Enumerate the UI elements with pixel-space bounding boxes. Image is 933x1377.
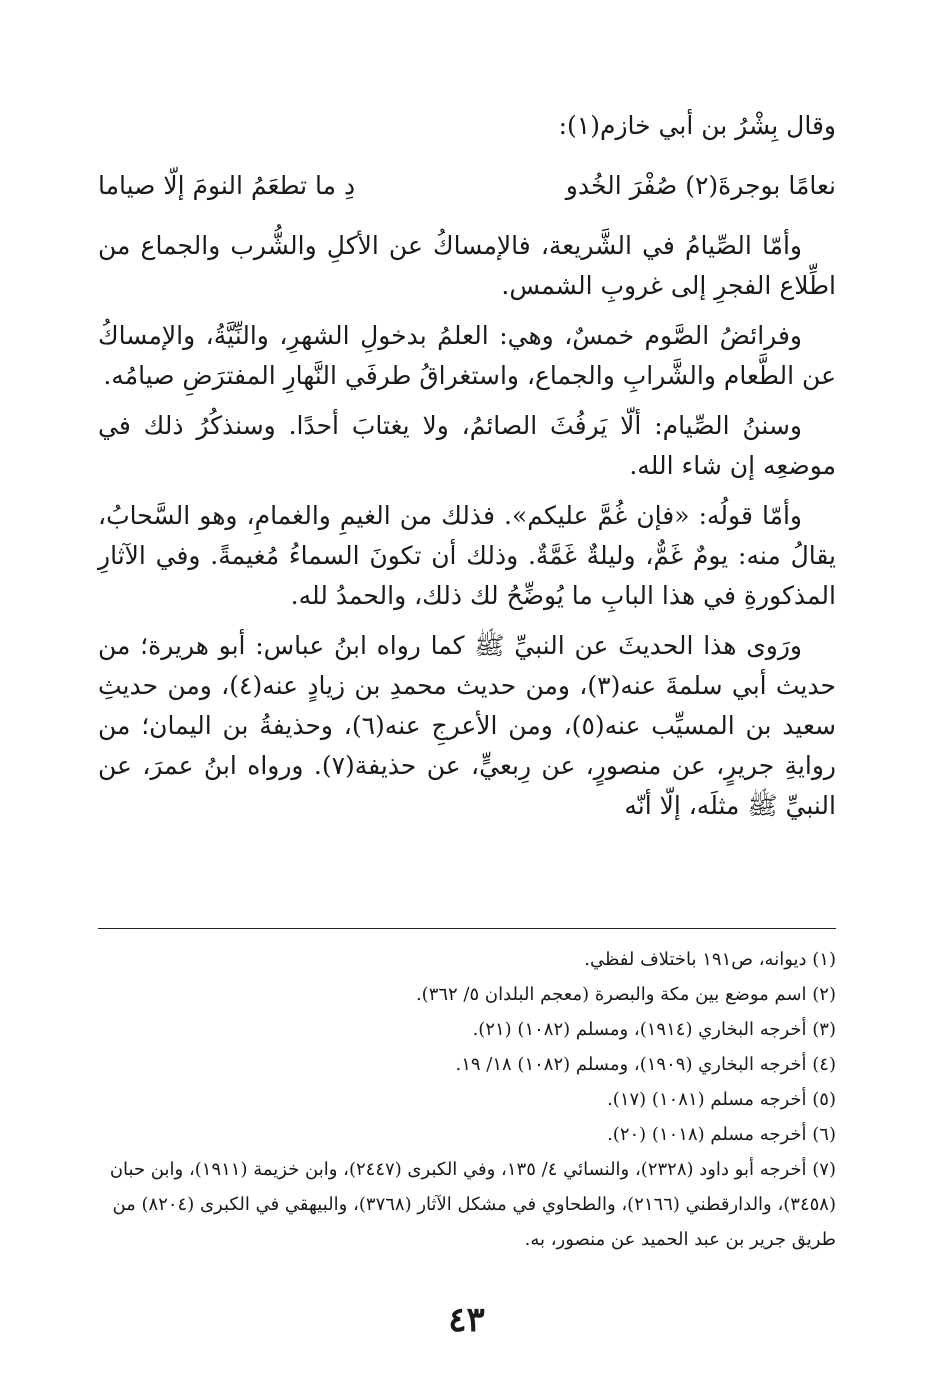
footnote: (١) ديوانه، ص١٩١ باختلاف لفظي.	[584, 949, 836, 970]
paragraph: ورَوى هذا الحديثَ عن النبيِّ ﷺ كما رواه ابنُ عباس: أبو هريرة؛ من حديث أبي سلمةَ عنه(٣)، ومن حديث محمدِ بن زيادٍ عنه(٤)، ومن حديثِ سعيد بن المسيِّب عنه(٥)، ومن الأعرجِ عنه(٦)، وحذيفةُ بن اليمان؛ من روايةِ جريرٍ، عن منصورٍ، عن رِبعيٍّ، عن حذيفة(٧). ورواه ابنُ عمرَ، عن النبيِّ ﷺ مثلَه، إلّا أنّه	[98, 631, 836, 820]
footnote: (٣) أخرجه البخاري (١٩١٤)، ومسلم (١٠٨٢) (٢١).	[472, 1019, 836, 1040]
footnote: (٧) أخرجه أبو داود (٢٣٢٨)، والنسائي ٤/ ١٣٥، وفي الكبرى (٢٤٤٧)، وابن خزيمة (١٩١١)، وابن حبان (٣٤٥٨)، والدارقطني (٢١٦٦)، والطحاوي في مشكل الآثار (٣٧٦٨)، والبيهقي في الكبرى (٨٢٠٤) من طريق جرير بن عبد الحميد عن منصور، به.	[109, 1159, 836, 1250]
main-text	[98, 226, 836, 836]
footnote: (٥) أخرجه مسلم (١٠٨١) (١٧).	[607, 1089, 836, 1110]
footnote: (٤) أخرجه البخاري (١٩٠٩)، ومسلم (١٠٨٢) ١٨/ ١٩.	[455, 1054, 836, 1075]
footnote: (٢) اسم موضع بين مكة والبصرة (معجم البلدان ٥/ ٣٦٢).	[415, 984, 836, 1005]
footnotes	[98, 942, 836, 1257]
paragraph: وأمّا الصِّيامُ في الشَّريعة، فالإمساكُ عن الأكلِ والشُّرب والجماع من اطِّلاع الفجرِ إلى غروبِ الشمس.	[98, 231, 836, 300]
paragraph: وسننُ الصِّيام: ألّا يَرفُثَ الصائمُ، ولا يغتابَ أحدًا. وسنذكُرُ ذلك في موضعِه إن شاء الله.	[98, 411, 836, 480]
paragraph: وفرائضُ الصَّوم خمسٌ، وهي: العلمُ بدخولِ الشهرِ، والنِّيَّةُ، والإمساكُ عن الطَّعام والشَّرابِ والجماع، واستغراقُ طرفَي النَّهارِ المفترَضِ صيامُه.	[98, 321, 836, 390]
verse-second-hemistich: دِ ما تطعَمُ النومَ إلّا صياما	[98, 171, 356, 200]
verse-first-hemistich: نعامًا بوجرةَ(٢) صُفْرَ الخُدو	[565, 171, 836, 200]
paragraph: وأمّا قولُه: «فإن غُمَّ عليكم». فذلك من الغيمِ والغمامِ، وهو السَّحابُ، يقالُ منه: يومٌ غَمٌّ، وليلةٌ غَمَّةٌ. وذلك أن تكونَ السماءُ مُغيمةً. وفي الآثارِ المذكورةِ في هذا البابِ ما يُوضِّحُ لك ذلك، والحمدُ لله.	[98, 501, 836, 610]
footnote-separator	[98, 928, 836, 929]
footnote: (٦) أخرجه مسلم (١٠١٨) (٢٠).	[607, 1124, 836, 1145]
intro-line: وقال بِشْرُ بن أبي خازم(١):	[558, 111, 836, 140]
page-number: ٤٣	[448, 1300, 485, 1340]
poetry-verse	[98, 166, 836, 206]
